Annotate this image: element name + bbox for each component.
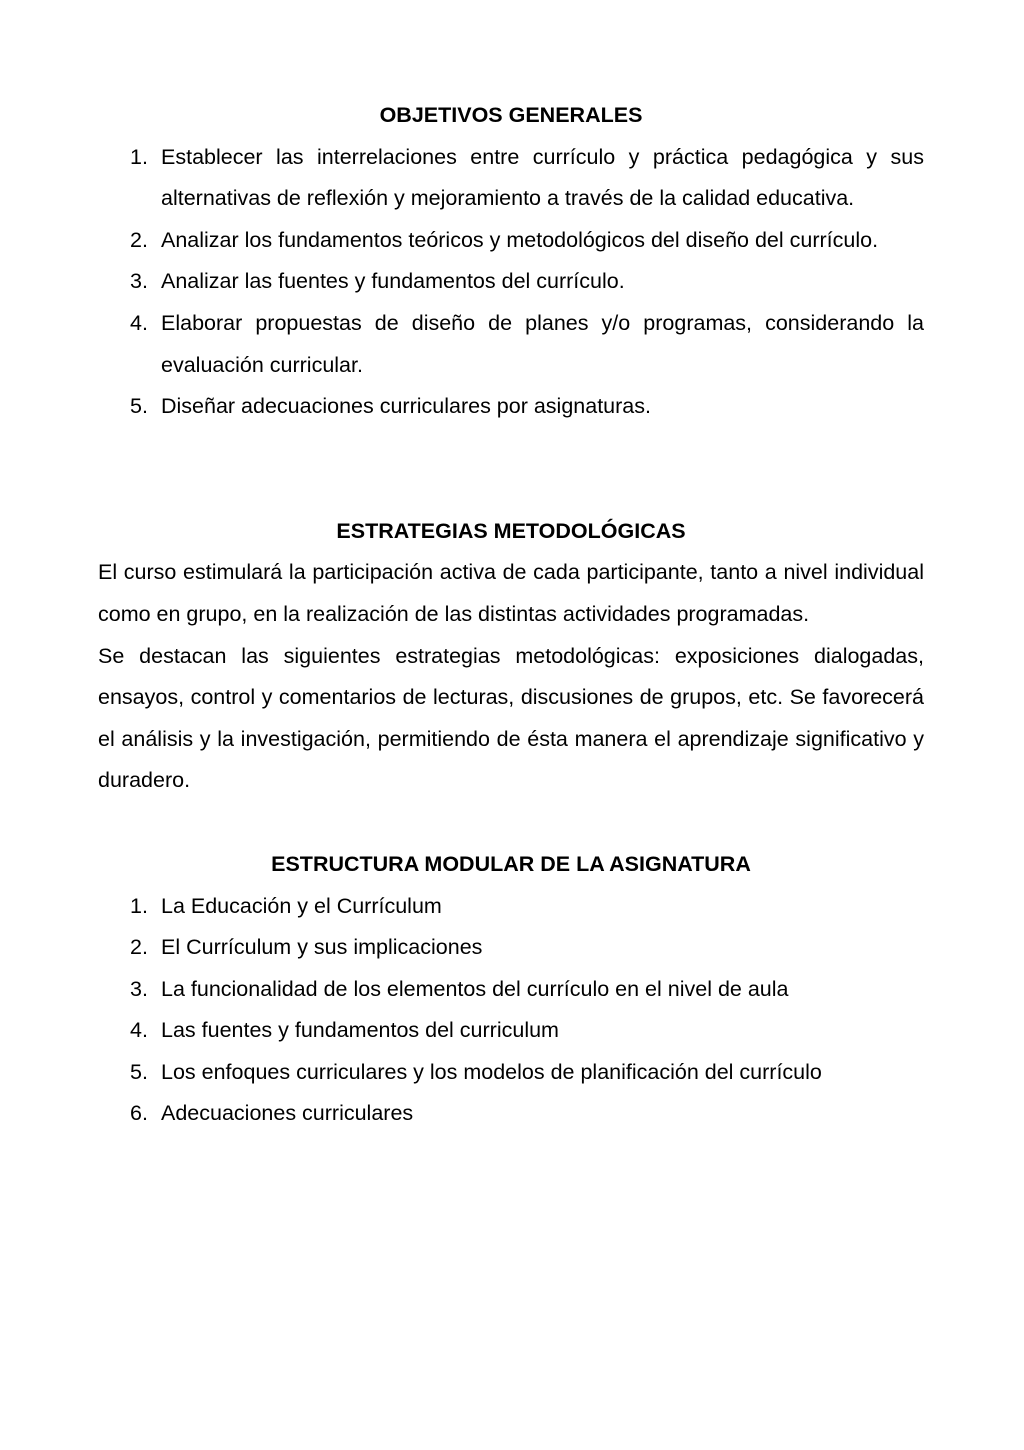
- estrategias-paragraph-2: Se destacan las siguientes estrategias metodológicas: exposiciones dialogadas, ensayos, control y comentarios de lecturas, discusiones de grupos, etc. Se favorecerá el análisis y la investigación, permitiendo de ésta manera el aprendizaje significativo y duradero.: [98, 643, 924, 793]
- estrategias-paragraph-1: El curso estimulará la participación activa de cada participante, tanto a nivel individual como en grupo, en la realización de las distintas actividades programadas.: [98, 560, 924, 626]
- list-item-text: Diseñar adecuaciones curriculares por asignaturas.: [161, 394, 651, 419]
- list-number: 2.: [130, 935, 148, 960]
- list-item: [98, 220, 924, 262]
- list-item-text: Analizar los fundamentos teóricos y metodológicos del diseño del currículo.: [161, 227, 879, 252]
- list-number: 1.: [130, 144, 148, 169]
- section-spacer: [98, 802, 924, 844]
- list-item: [98, 1010, 924, 1052]
- list-item: [98, 927, 924, 969]
- list-number: 3.: [130, 269, 148, 294]
- section-spacer: [98, 428, 924, 511]
- list-item: [98, 386, 924, 428]
- list-number: 4.: [130, 310, 148, 335]
- objetivos-list: [98, 137, 924, 428]
- estrategias-heading: ESTRATEGIAS METODOLÓGICAS: [336, 518, 686, 543]
- list-number: 2.: [130, 227, 148, 252]
- list-item: [98, 886, 924, 928]
- estructura-list: [98, 886, 924, 1136]
- list-item: [98, 969, 924, 1011]
- objetivos-heading: OBJETIVOS GENERALES: [379, 103, 643, 127]
- list-item: [98, 137, 924, 220]
- list-item: [98, 1052, 924, 1094]
- list-number: 5.: [130, 394, 148, 419]
- list-item-text: Los enfoques curriculares y los modelos de planificación del currículo: [161, 1059, 822, 1084]
- list-number: 1.: [130, 893, 148, 918]
- list-item-text: Elaborar propuestas de diseño de planes y/o programas, considerando la evaluación curricular.: [161, 310, 924, 377]
- list-number: 3.: [130, 976, 148, 1001]
- estructura-heading: ESTRUCTURA MODULAR DE LA ASIGNATURA: [271, 851, 751, 876]
- list-item-text: Establecer las interrelaciones entre currículo y práctica pedagógica y sus alternativas de reflexión y mejoramiento a través de la calidad educativa.: [161, 144, 924, 211]
- list-item-text: Adecuaciones curriculares: [161, 1101, 414, 1126]
- list-item-text: Analizar las fuentes y fundamentos del currículo.: [161, 269, 625, 294]
- list-number: 4.: [130, 1018, 148, 1043]
- document-content: [98, 95, 924, 1135]
- list-item: [98, 261, 924, 303]
- list-item-text: La Educación y el Currículum: [161, 893, 442, 918]
- list-item: [98, 1093, 924, 1135]
- list-item-text: La funcionalidad de los elementos del currículo en el nivel de aula: [161, 976, 789, 1001]
- list-number: 5.: [130, 1059, 148, 1084]
- list-item-text: Las fuentes y fundamentos del curriculum: [161, 1018, 559, 1043]
- list-item: [98, 303, 924, 386]
- list-number: 6.: [130, 1101, 148, 1126]
- list-item-text: El Currículum y sus implicaciones: [161, 935, 483, 960]
